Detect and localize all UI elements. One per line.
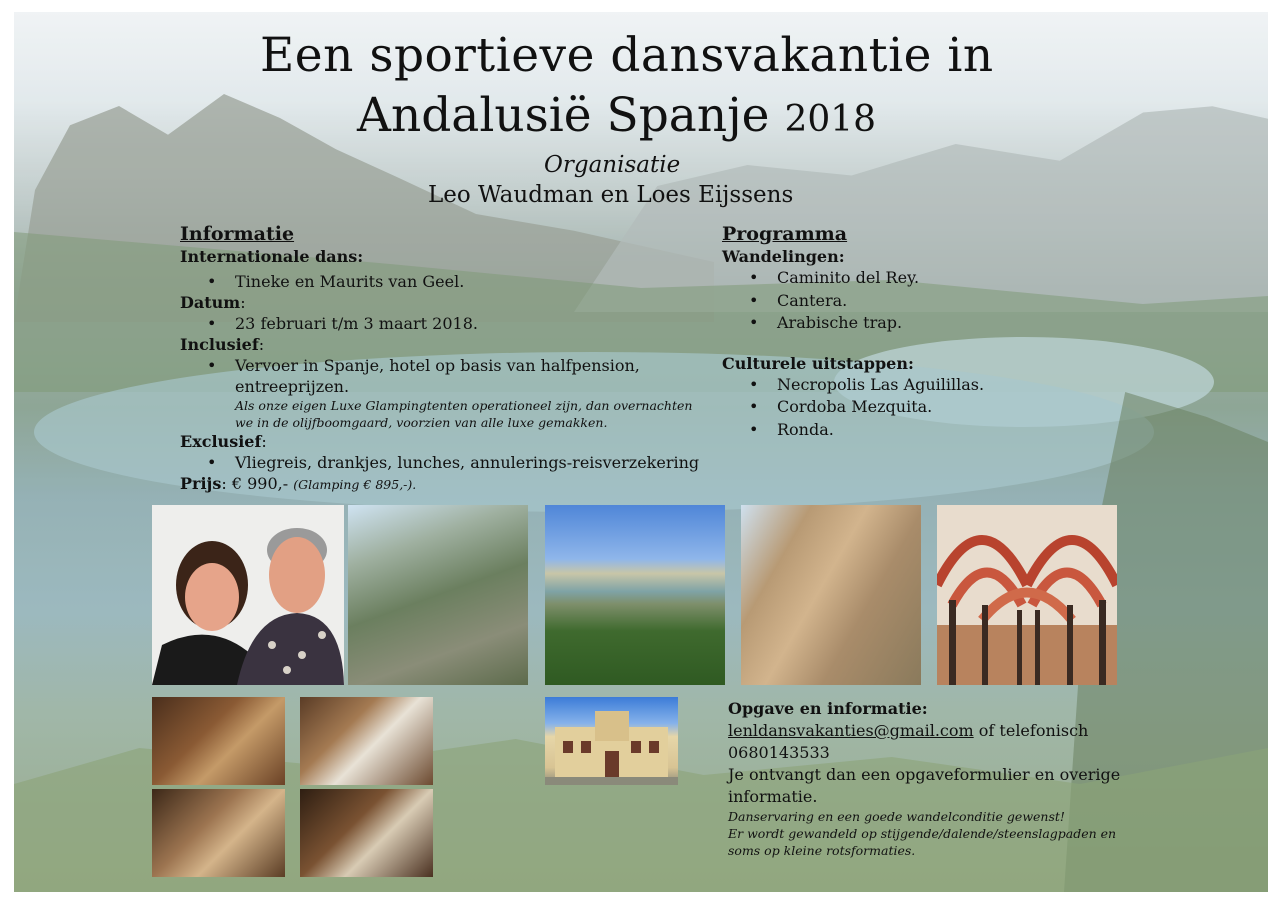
title-line-2 [357, 88, 876, 143]
organisers-photo [152, 505, 344, 685]
contact-line [728, 720, 1148, 742]
info-heading: Informatie [180, 223, 295, 245]
cabin-stove-photo [300, 697, 433, 785]
exclusive-label: Exclusief [180, 432, 262, 451]
date-row: Datum: [180, 293, 246, 312]
list-item: • Caminito del Rey. [722, 267, 1102, 290]
mezquita-photo [937, 505, 1117, 685]
date-list [180, 313, 710, 334]
landscape-photo [545, 505, 725, 685]
cabin-bathroom-photo [300, 789, 433, 877]
phone-number: 0680143533 [728, 743, 830, 762]
glamping-note: Als onze eigen Luxe Glampingtenten operationeel zijn, dan overnachten we in de olijfboomgaard, voorzien van alle luxe gemakken. [235, 398, 693, 430]
list-item: • Tineke en Maurits van Geel. [180, 271, 710, 292]
list-item: • Necropolis Las Aguilillas. [722, 374, 1102, 397]
exclusive-row: Exclusief: [180, 432, 267, 451]
list-item: • Vervoer in Spanje, hotel op basis van halfpension, entreeprijzen. [180, 355, 710, 397]
title-year: 2018 [784, 99, 877, 140]
cabin-interior-photo [152, 697, 285, 785]
organisers: Leo Waudman en Loes Eijssens [428, 182, 794, 208]
list-item: • Ronda. [722, 419, 1102, 442]
culture-list [722, 374, 1102, 442]
rock-path-photo [741, 505, 921, 685]
hotel-photo [545, 697, 678, 785]
programme-heading: Programma [722, 223, 848, 245]
organisation-label: Organisatie [544, 152, 681, 178]
list-item: • Cantera. [722, 290, 1102, 313]
email-link[interactable]: lenldansvakanties@gmail.com [728, 721, 974, 740]
walks-label: Wandelingen: [722, 247, 845, 266]
exclusive-list [180, 452, 710, 473]
contact-section [728, 698, 1148, 859]
info-section [180, 222, 710, 495]
title-line-1: Een sportieve dansvakantie in [260, 28, 994, 83]
programme-section [722, 222, 1102, 441]
price-value: : € 990,- [221, 474, 289, 493]
list-item: • Vliegreis, drankjes, lunches, annulerings-reisverzekering [180, 452, 710, 473]
caminito-photo [348, 505, 528, 685]
title-country: Andalusië Spanje [357, 88, 770, 143]
culture-label: Culturele uitstappen: [722, 353, 914, 373]
list-item: • Arabische trap. [722, 312, 1102, 335]
dance-list [180, 271, 710, 292]
price-label: Prijs [180, 474, 222, 493]
inclusive-list [180, 355, 710, 397]
date-label: Datum [180, 293, 241, 312]
list-item: • Cordoba Mezquita. [722, 396, 1102, 419]
walks-list [722, 267, 1102, 335]
cabin-lounge-photo [152, 789, 285, 877]
price-note: (Glamping € 895,-). [293, 477, 417, 492]
inclusive-row: Inclusief: [180, 335, 265, 354]
terrain-note: Er wordt gewandeld op stijgende/dalende/steenslagpaden en soms op kleine rotsformaties. [728, 826, 1117, 858]
contact-heading: Opgave en informatie: [728, 699, 928, 718]
requirement-note: Danservaring en een goede wandelconditie gewenst! [728, 809, 1065, 824]
phone-intro: of telefonisch [973, 721, 1089, 740]
contact-text: Je ontvangt dan een opgaveformulier en overige informatie. [728, 765, 1121, 806]
inclusive-label: Inclusief [180, 335, 259, 354]
list-item: • 23 februari t/m 3 maart 2018. [180, 313, 710, 334]
dance-label: Internationale dans: [180, 247, 364, 266]
price-row [180, 473, 710, 495]
